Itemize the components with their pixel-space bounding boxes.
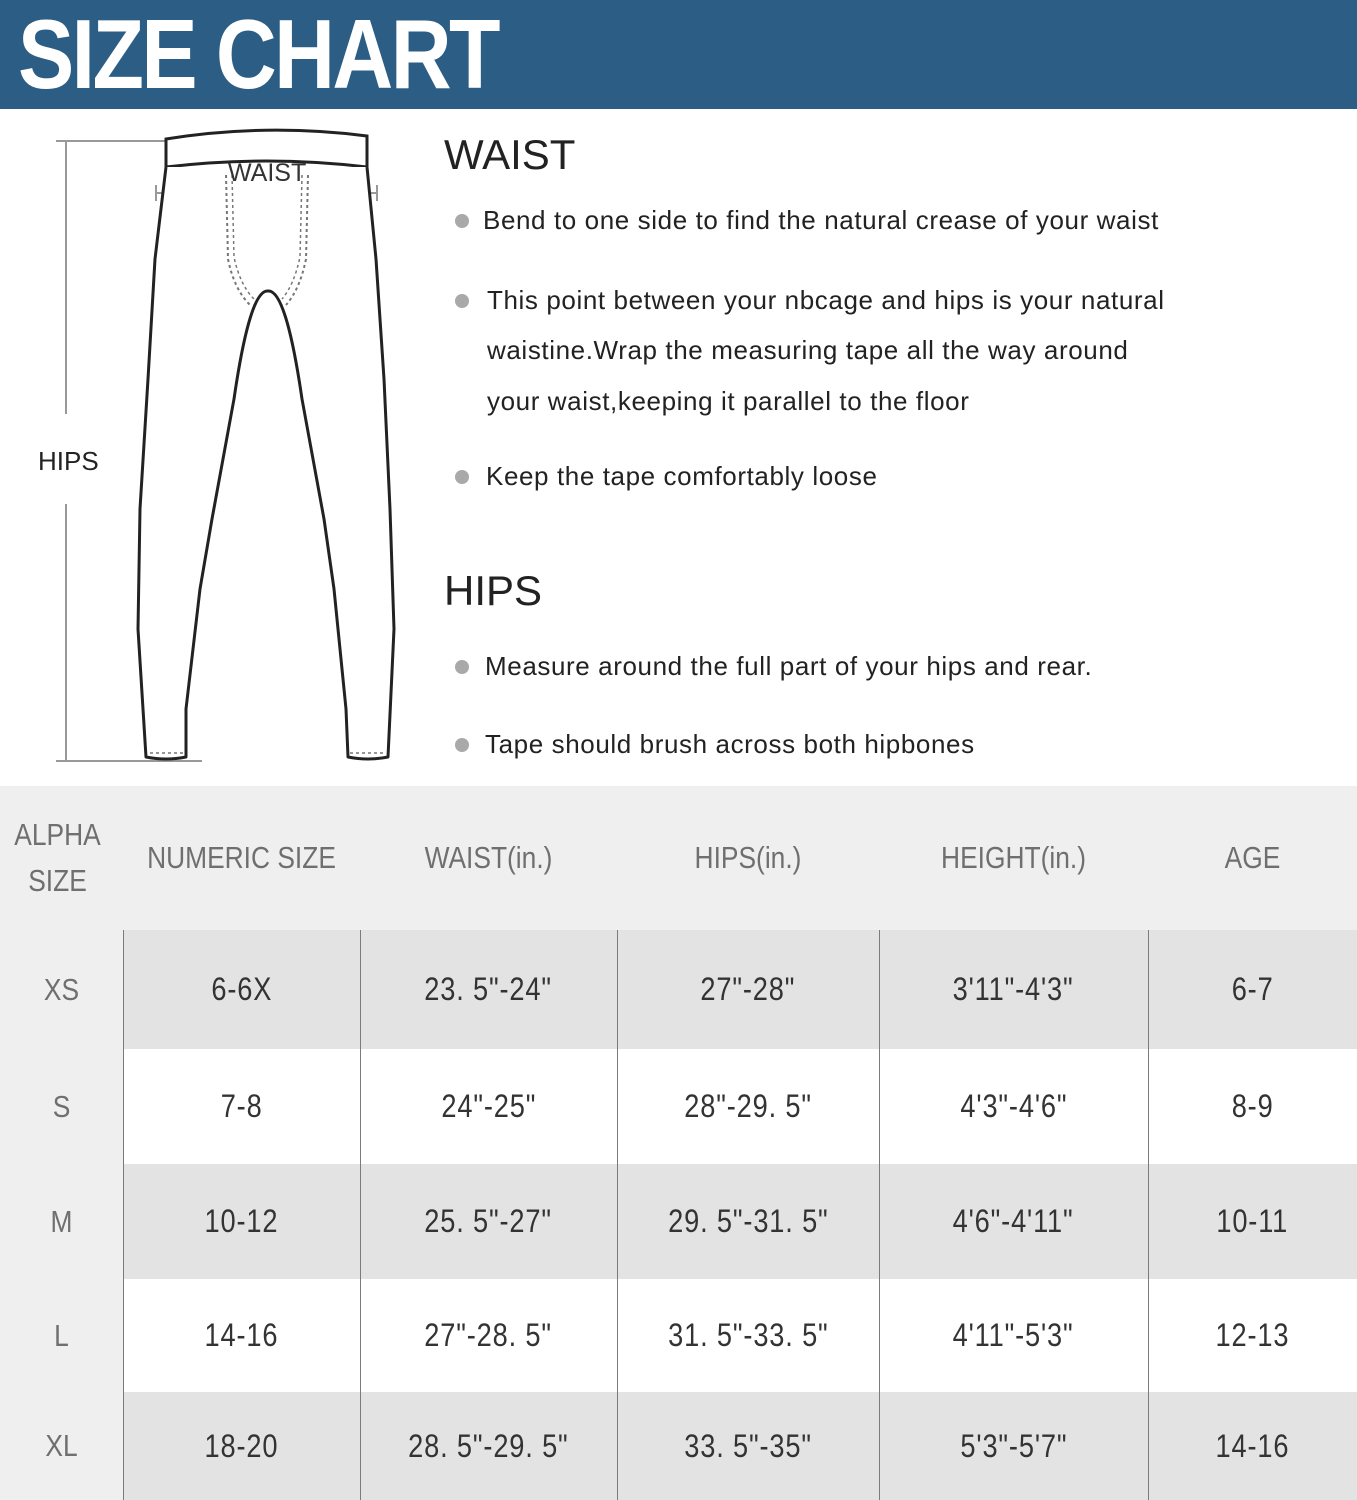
cell-age [1148, 930, 1357, 1049]
cell-age [1148, 1279, 1357, 1392]
cell-age-value: 12-13 [1215, 1317, 1290, 1353]
bullet-dot [455, 214, 469, 228]
cell-numeric-value: 10-12 [204, 1203, 279, 1239]
page-title: SIZE CHART [18, 0, 498, 109]
cell-numeric-value: 14-16 [204, 1317, 279, 1353]
column-divider [617, 930, 618, 1500]
cell-waist [360, 1279, 617, 1392]
column-divider [1148, 930, 1149, 1500]
header-age: AGE [1224, 840, 1281, 875]
alpha-cell-m: M [50, 1203, 73, 1239]
cell-numeric [123, 1392, 360, 1500]
table-row [123, 1049, 1357, 1164]
cell-numeric [123, 1164, 360, 1279]
cell-height-value: 3'11"-4'3" [953, 971, 1074, 1007]
waist-bullet-2-line-2: waistine.Wrap the measuring tape all the way around [487, 335, 1129, 365]
table-row [123, 1164, 1357, 1279]
cell-hips-value: 27"-28" [700, 971, 796, 1007]
waist-bullet-1-line-1: Bend to one side to find the natural crease of your waist [483, 205, 1159, 235]
header-alpha-line-2: SIZE [28, 863, 87, 898]
cell-hips [617, 1392, 879, 1500]
cell-height-value: 5'3"-5'7" [960, 1427, 1067, 1464]
cell-hips [617, 1049, 879, 1164]
hips-bullet-1-line-1: Measure around the full part of your hips and rear. [485, 651, 1093, 681]
cell-waist-value: 27"-28. 5" [424, 1317, 553, 1353]
cell-age [1148, 1049, 1357, 1164]
cell-age-value: 8-9 [1231, 1088, 1274, 1124]
cell-numeric-value: 6-6X [211, 971, 272, 1007]
cell-waist [360, 1049, 617, 1164]
column-divider [360, 930, 361, 1500]
cell-hips [617, 1279, 879, 1392]
cell-age-value: 6-7 [1231, 971, 1274, 1007]
hips-section-title: HIPS [444, 567, 543, 614]
column-divider [123, 930, 124, 1500]
cell-numeric [123, 1049, 360, 1164]
alpha-cell-xl: XL [45, 1428, 78, 1463]
cell-height-value: 4'6"-4'11" [953, 1203, 1074, 1239]
alpha-cell-l: L [54, 1317, 69, 1353]
cell-height [879, 930, 1148, 1049]
cell-age [1148, 1164, 1357, 1279]
cell-hips-value: 33. 5"-35" [684, 1427, 812, 1464]
header-alpha-line-1: ALPHA [14, 817, 101, 852]
cell-height [879, 1279, 1148, 1392]
cell-hips-value: 29. 5"-31. 5" [667, 1203, 829, 1239]
waist-section-title: WAIST [444, 131, 576, 178]
cell-waist [360, 1164, 617, 1279]
bullet-dot [455, 470, 469, 484]
table-row [123, 1392, 1357, 1500]
cell-age [1148, 1392, 1357, 1500]
header-banner [0, 0, 1357, 109]
cell-numeric [123, 930, 360, 1049]
header-numeric-size: NUMERIC SIZE [147, 840, 336, 875]
waist-band-label: WAIST [228, 159, 307, 187]
waist-bullet-3-line-1: Keep the tape comfortably loose [486, 461, 878, 491]
hips-side-label: HIPS [38, 446, 99, 476]
hips-bullet-2-line-1: Tape should brush across both hipbones [485, 729, 975, 759]
cell-waist-value: 24"-25" [441, 1088, 536, 1124]
table-row [123, 1279, 1357, 1392]
cell-hips-value: 31. 5"-33. 5" [667, 1317, 829, 1353]
alpha-cell-s: S [52, 1088, 71, 1124]
cell-hips-value: 28"-29. 5" [684, 1088, 812, 1124]
bullet-dot [455, 660, 469, 674]
cell-hips [617, 1164, 879, 1279]
cell-height-value: 4'11"-5'3" [953, 1317, 1074, 1353]
cell-waist [360, 1392, 617, 1500]
cell-waist-value: 28. 5"-29. 5" [408, 1427, 569, 1464]
cell-height [879, 1392, 1148, 1500]
size-table [0, 786, 1357, 1500]
cell-waist [360, 930, 617, 1049]
cell-waist-value: 23. 5"-24" [424, 971, 553, 1007]
header-hips: HIPS(in.) [694, 840, 802, 875]
waist-bullet-2-line-1: This point between your nbcage and hips is your natural [487, 285, 1165, 315]
cell-age-value: 14-16 [1215, 1427, 1290, 1464]
bullet-dot [455, 738, 469, 752]
cell-hips [617, 930, 879, 1049]
header-height: HEIGHT(in.) [941, 840, 1086, 875]
header-alpha-size [9, 786, 107, 930]
cell-height [879, 1164, 1148, 1279]
header-waist: WAIST(in.) [424, 840, 553, 875]
cell-numeric-value: 7-8 [220, 1088, 263, 1124]
waist-bullet-2-line-3: your waist,keeping it parallel to the floor [487, 386, 970, 416]
cell-numeric [123, 1279, 360, 1392]
cell-waist-value: 25. 5"-27" [424, 1203, 553, 1239]
leggings-diagram [0, 109, 430, 785]
cell-age-value: 10-11 [1216, 1203, 1289, 1239]
table-row [123, 930, 1357, 1049]
alpha-cell-xs: XS [43, 971, 80, 1007]
cell-height-value: 4'3"-4'6" [960, 1088, 1067, 1124]
column-divider [879, 930, 880, 1500]
cell-height [879, 1049, 1148, 1164]
cell-numeric-value: 18-20 [204, 1427, 279, 1464]
bullet-dot [455, 294, 469, 308]
